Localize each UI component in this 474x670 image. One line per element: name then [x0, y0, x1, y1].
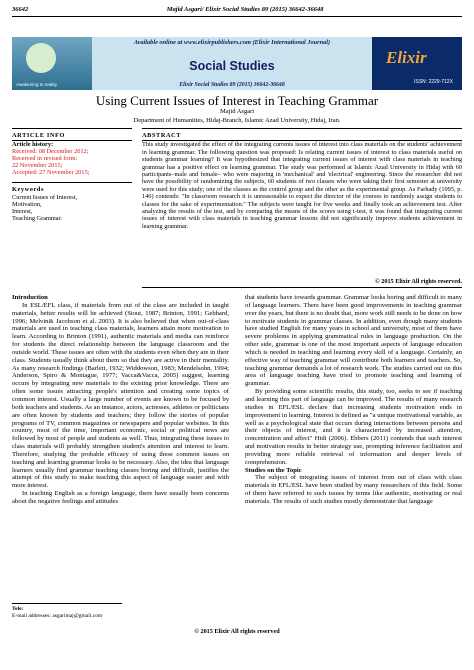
footnote-email[interactable]: E-mail addresses: asgarimaj@gmail.com: [12, 613, 103, 619]
available-online-link[interactable]: Available online at www.elixirpublishers.com (Elixir International Journal): [133, 39, 331, 46]
elixir-logo: [372, 37, 462, 90]
history-item: Accepted: 27 November 2015;: [12, 169, 90, 176]
body-left-column: [12, 294, 229, 506]
journal-reference: Elixir Social Studies 89 (2015) 36642-36648: [179, 82, 285, 88]
abstract-copyright: © 2015 Elixir All rights reserved.: [375, 278, 462, 285]
article-title: Using Current Issues of Interest in Teaching Grammar: [95, 93, 379, 108]
body-paragraph: In ESL/EFL class, if materials from out of the class are included in taught materials, better results will be achieved (Stout, 1987; Brinton, 1991; Gebhard, 1996; Melvin& Jacobson et al. 2003). It is also believed that when out-of-class materials are used in teaching class materials, learners attain more motivation to learn. According to Brinton (1991), authentic materials and media can reinforce for students the direct relationship between the language classroom and the outside world. These issues are often with the students even when they are in their class. Students usually think about them so that they are active in their mentality. As many research findings (Barlett, 1932; Widdowson, 1983; Mendelsohn, 1994; Anderson, Spiro & Montague, 1977; Vacca&Vacca, 2005) suggest, learning occurs by integrating new materials to the existing prior knowledge. There are often some issues attracting people's attention and creating some topics of common interest. Usually a large number of events are known to be focused by both teachers and students. As an instance, actors, actresses, athletes or politicians are often known by students and teachers; they follow the stories of popular programs of TV, common magazines or newspapers and popular websites. In this country, most of the time, important economic, social or political news are followed by most of people and students as well. Thus, integrating these issues to class materials will probably strengthen student's attention and interest to learn. Therefore, studying the probable efficacy of using these common issues on teaching and learning grammar looks to be necessary. Also, the idea that language learners usually find grammar teaching classes boring and difficult, justifies the attempt of this study to make teaching this aspect of language easier and with more interest.: [12, 301, 229, 490]
elixir-logo-name: Elixir: [386, 48, 427, 67]
body-paragraph: By providing some scientific results, this study, too, seeks to see if teaching and learning this part of language can be improved. The results of many research studies in EFL/ESL declare that increasing students motivation ends in improvement in learning. Interest is defined as "a unique motivational variable, as well as a psychological state that occurs during interactions between persons and their objects of interest, and it is characterized by increased attention, concentration and affect" Hidi (2006). Ebbers (2011) contends that such interest and motivation results in better strategy use, prompting inference facilitation and providing more reliable retrieval of information and deeper levels of comprehension.: [245, 388, 462, 466]
keyword-item: Teaching Grammar.: [12, 215, 62, 222]
history-label: Article history:: [12, 141, 54, 148]
author-name: Majid Asgari: [219, 108, 255, 115]
article-info-heading: ARTICLE INFO: [12, 132, 65, 139]
footnote-divider: [12, 603, 122, 604]
introduction-heading: Introduction: [12, 294, 48, 301]
abstract-divider: [142, 287, 462, 288]
section-title: Social Studies: [189, 59, 275, 73]
header-citation: Majid Asgari/ Elixir Social Studies 89 (2015) 36642-36648: [166, 6, 324, 13]
issn-label: ISSN: 2229-712X: [414, 79, 453, 85]
author-affiliation: Department of Humanities, Hidaj-Branch, Islamic Azad University, Hidaj, Iran.: [133, 117, 341, 124]
keyword-item: Interest,: [12, 208, 33, 215]
topic-heading: Studies on the Topic: [245, 466, 302, 474]
body-paragraph: In teaching English as a foreign language, there have usually been concerns about the negative feelings and attitudes: [12, 490, 229, 505]
journal-banner: [12, 37, 462, 90]
body-paragraph: that students have towards grammar. Grammar looks boring and difficult to many of language learners. There have been good improvements in teaching grammar over the years, but there is no doubt that, more work still needs to be done on how to motivate students in grammar classes. In addition, even though many students have studied English for many years in school and university, most of them have severe problems in applying grammatical rules in language production. On the other side, grammar is one of the most important aspects of language education which is needed in teaching and learning every skill of a language. Certainly, an effective way of teaching grammar will contribute both learners and teachers. So, teaching grammar demands a lot of research work. The studies carried out on this area of language teaching have tried to promote teaching and learning of grammar.: [245, 294, 462, 388]
body-paragraph: The subject of integrating issues of interest from out of class with class materials in EFL/ESL have been studied by many researchers of this field. Some of them have referred to such issues by terms like authentic, motivating or real materials. The results of such studies mostly demonstrate that language: [245, 474, 462, 505]
abstract-text: This study investigated the effect of the integrating currents issues of interest into class materials on the students' achievement in learning grammar. The following question was proposed: Is relating current issues of interest to class materials useful on students grammar learning? It was hypothesized that integrating current issues of interest with class materials in teaching grammar has a positive effect on learning grammar. The study was performed at Islamic Azad University in Hidaj with 60 participants–male and female– who were majoring in 'mechanical' and 'electrical' engineering. Since the researcher did not have the possibility of randomizing the subjects, 60 students of two classes who were taking their first semester at university were used for this study; one of the classes as the control group and the other as the experimental group. As Farhady (1995, p. 146) contends: "In classroom research it is unreasonable to expect the director of the courses to randomly assign students to classes for the sake of experimentation." The subjects were taught for five weeks and finally took an achievement test. After analyzing the results of the test, and by comparing the means of the scores using t-test, it was found that integrating current issues of interest with class materials in teaching grammar lessons did not significantly improve students achievement in learning grammar.: [142, 141, 462, 230]
article-info-panel: [12, 128, 132, 222]
footnote: [12, 606, 102, 620]
keyword-item: Current Issues of Interest,: [12, 194, 78, 201]
history-item: Received in revised form:: [12, 155, 78, 162]
running-header: [12, 6, 462, 13]
history-item: Received: 08 December 2012;: [12, 148, 89, 155]
leaf-icon: [26, 43, 56, 73]
logo-tagline: Awakening to reality: [16, 82, 58, 87]
abstract-heading: ABSTRACT: [142, 132, 182, 139]
keyword-item: Motivation,: [12, 201, 42, 208]
keywords-heading: Keywords: [12, 186, 45, 193]
history-item: 22 November 2015;: [12, 162, 63, 169]
publisher-logo: [12, 37, 92, 90]
footer-copyright: © 2015 Elixir All rights reserved: [194, 628, 280, 635]
body-right-column: [245, 294, 462, 506]
abstract-panel: [142, 128, 462, 230]
footnote-tele: Tele:: [12, 606, 24, 612]
page-number: 36642: [12, 6, 29, 13]
header-divider: [12, 16, 462, 17]
